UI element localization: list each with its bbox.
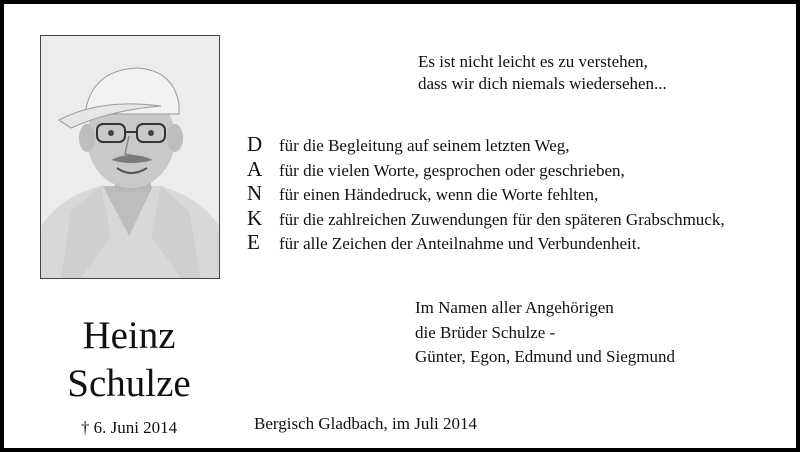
acrostic-letter: N <box>247 181 263 205</box>
poem-line-1: Es ist nicht leicht es zu verstehen, <box>418 52 648 71</box>
acrostic-letter: K <box>247 205 263 230</box>
signature-line-2: die Brüder Schulze - <box>415 322 556 342</box>
acrostic-text: für einen Händedruck, wenn die Worte fehlten, <box>279 185 599 204</box>
acrostic-text: für alle Zeichen der Anteilnahme und Verbundenheit. <box>279 234 641 253</box>
death-date: † 6. Juni 2014 <box>80 418 178 437</box>
acrostic-row <box>247 181 725 206</box>
acrostic-text: für die Begleitung auf seinem letzten Weg, <box>279 136 570 155</box>
place-and-date: Bergisch Gladbach, im Juli 2014 <box>254 414 478 433</box>
portrait-photo <box>40 35 220 279</box>
acrostic-letter: A <box>247 156 263 181</box>
first-name: Heinz <box>82 314 176 357</box>
danke-acrostic <box>247 132 725 255</box>
acrostic-letter: D <box>247 132 263 156</box>
acrostic-row <box>247 157 725 182</box>
acrostic-row <box>247 230 725 255</box>
acrostic-row <box>247 132 725 157</box>
acrostic-text: für die zahlreichen Zuwendungen für den späteren Grabschmuck, <box>279 209 725 229</box>
acrostic-text: für die vielen Worte, gesprochen oder geschrieben, <box>279 160 625 180</box>
poem-line-2: dass wir dich niemals wiedersehen... <box>418 74 667 93</box>
acrostic-row <box>247 206 725 231</box>
family-signature <box>415 296 675 370</box>
poem <box>418 51 667 95</box>
signature-line-3: Günter, Egon, Edmund und Siegmund <box>415 347 675 366</box>
deceased-name <box>40 312 218 408</box>
signature-line-1: Im Namen aller Angehörigen <box>415 298 614 317</box>
last-name: Schulze <box>67 362 191 405</box>
acrostic-letter: E <box>247 230 260 254</box>
